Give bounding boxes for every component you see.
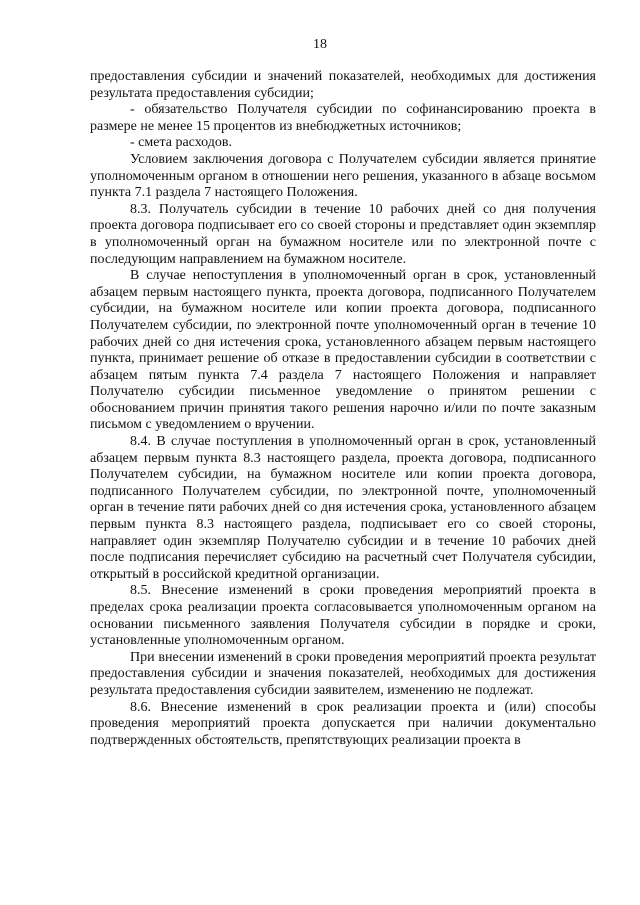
paragraph-2: - обязательство Получателя субсидии по софинансированию проекта в размере не менее 15 процентов из внебюджетных источников; — [90, 102, 596, 134]
paragraph-4: Условием заключения договора с Получателем субсидии является принятие уполномоченным органом в отношении него решения, указанного в абзаце восьмом пункта 7.1 раздела 7 настоящего Положения. — [90, 151, 596, 201]
document-body — [90, 69, 596, 749]
paragraph-6: В случае непоступления в уполномоченный орган в срок, установленный абзацем первым настоящего пункта, проекта договора, подписанного Получателем субсидии, на бумажном носителе или копии проекта договора, подписанного Получателем субсидии, по электронной почте уполномоченный орган в течение 10 рабочих дней со дня истечения срока, установленного абзацем первым настоящего пункта, принимает решение об отказе в предоставлении субсидии в соответствии с абзацем пятым пункта 7.4 раздела 7 настоящего Положения и направляет Получателю субсидии письменное уведомление о принятом решении с обоснованием причин принятия такого решения нарочно и/или по почте заказным письмом с уведомлением о вручении. — [90, 268, 596, 433]
paragraph-9: При внесении изменений в сроки проведения мероприятий проекта результат предоставления субсидии и значения показателей, необходимых для достижения результата предоставления субсидии заявителем, изменению не подлежат. — [90, 649, 596, 698]
page-number: 18 — [313, 37, 327, 52]
paragraph-5: 8.3. Получатель субсидии в течение 10 рабочих дней со дня получения проекта договора подписывает его со своей стороны и представляет один экземпляр в уполномоченный орган на бумажном носителе или по электронной почте с последующим направлением на бумажном носителе. — [90, 201, 596, 267]
paragraph-10: 8.6. Внесение изменений в срок реализации проекта и (или) способы проведения мероприятий проекта допускается при наличии документально подтвержденных обстоятельств, препятствующих реализации проекта в — [90, 699, 596, 748]
paragraph-3: - смета расходов. — [130, 135, 232, 151]
paragraph-1: предоставления субсидии и значений показателей, необходимых для достижения результата предоставления субсидии; — [90, 69, 596, 101]
paragraph-8: 8.5. Внесение изменений в сроки проведения мероприятий проекта в пределах срока реализации проекта согласовывается уполномоченным органом на основании письменного заявления Получателя субсидии в порядке и сроки, установленные уполномоченным органом. — [90, 583, 596, 649]
paragraph-7: 8.4. В случае поступления в уполномоченный орган в срок, установленный абзацем первым пункта 8.3 настоящего раздела, проекта договора, подписанного Получателем субсидии, на бумажном носителе или копии проекта договора, подписанного Получателем субсидии, по электронной почте, уполномоченный орган в течение пяти рабочих дней со дня истечения срока, установленного абзацем первым пункта 8.3 настоящего раздела, подписывает его со своей стороны, направляет один экземпляр Получателю субсидии и в течение 10 рабочих дней после подписания перечисляет субсидию на расчетный счет Получателя субсидии, открытый в российской кредитной организации. — [90, 434, 596, 582]
